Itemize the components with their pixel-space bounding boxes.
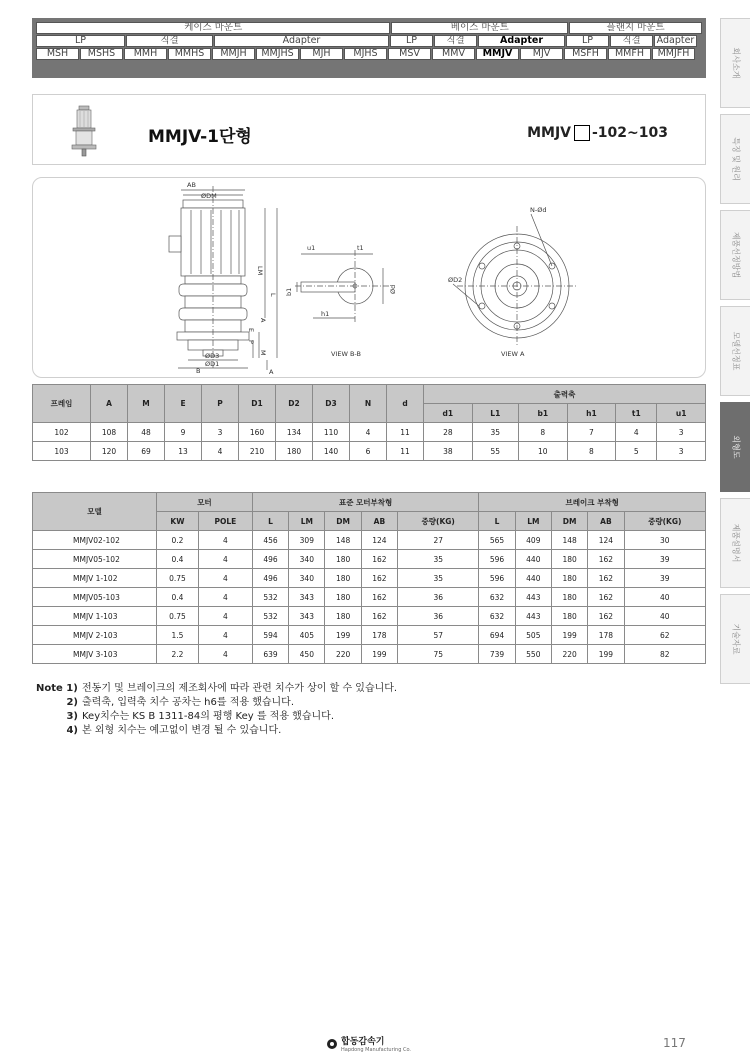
table-cell: 148 (325, 531, 361, 550)
label-view-a: VIEW A (501, 350, 525, 358)
table-cell: 8 (567, 442, 616, 461)
table-cell: 405 (289, 626, 325, 645)
column-header: DM (325, 512, 361, 531)
table-cell: 596 (479, 550, 515, 569)
table-cell: 4 (198, 550, 252, 569)
column-header: D1 (239, 385, 276, 423)
label-m: M (259, 350, 267, 356)
product-header (32, 94, 706, 165)
table-cell: 340 (289, 569, 325, 588)
label-u1: u1 (307, 244, 316, 252)
sidebar-tab[interactable] (720, 114, 750, 204)
sidebar-tab[interactable] (720, 402, 750, 492)
label-view-bb: VIEW B-B (331, 350, 361, 358)
label-a-arrow: A (269, 368, 274, 376)
column-header: u1 (657, 404, 706, 423)
nav-row3-item[interactable]: MSFH (564, 48, 607, 60)
table-cell: 532 (252, 607, 288, 626)
note-text: Key치수는 KS B 1311-84의 평행 Key 를 적용 했습니다. (82, 711, 334, 722)
table-cell: MMJV05-102 (33, 550, 157, 569)
table-cell: 108 (91, 423, 128, 442)
column-header: LM (515, 512, 551, 531)
brand-sub: Hapdong Manufacturing Co. (341, 1047, 412, 1053)
table-cell: 4 (198, 588, 252, 607)
table-cell: 443 (515, 607, 551, 626)
table-cell: 739 (479, 645, 515, 664)
dimension-drawing (32, 177, 706, 378)
label-p: P (247, 340, 255, 344)
table-cell: 550 (515, 645, 551, 664)
table-cell: 8 (518, 423, 567, 442)
table-cell: 39 (624, 569, 705, 588)
column-header: 중량(KG) (398, 512, 479, 531)
table-cell: 4 (198, 569, 252, 588)
table-cell: 35 (398, 569, 479, 588)
table-cell: 82 (624, 645, 705, 664)
nav-row3-item[interactable]: MJHS (344, 48, 387, 60)
label-ab: AB (187, 181, 196, 189)
table-cell: 103 (33, 442, 91, 461)
table-cell: 4 (198, 645, 252, 664)
label-b: B (196, 367, 201, 375)
section-view-bb (285, 244, 397, 358)
label-h1: h1 (321, 310, 330, 318)
table-cell: 10 (518, 442, 567, 461)
label-d3: ØD3 (205, 352, 220, 360)
table-row (33, 550, 706, 569)
table-cell: 199 (551, 626, 587, 645)
table-cell: MMJV 1-102 (33, 569, 157, 588)
table-cell: 639 (252, 645, 288, 664)
nav-row2-item[interactable]: LP (36, 35, 125, 47)
table-cell: 180 (551, 607, 587, 626)
column-header: A (91, 385, 128, 423)
gear-logo-icon (326, 1038, 338, 1050)
table-cell: 343 (289, 588, 325, 607)
nav-row-mount (36, 22, 703, 34)
table-cell: 4 (198, 531, 252, 550)
table-cell: 496 (252, 550, 288, 569)
drawing-svg (33, 178, 707, 379)
nav-row2-item[interactable]: Adapter (214, 35, 389, 47)
table-cell: 440 (515, 569, 551, 588)
label-d2: ØD2 (448, 276, 463, 284)
table-cell: 450 (289, 645, 325, 664)
sidebar-tab-label: 기술자료 (731, 623, 740, 655)
table-header-row (33, 385, 706, 404)
sidebar-tab-label: 외형도 (731, 435, 740, 459)
table-row (33, 531, 706, 550)
column-header: b1 (518, 404, 567, 423)
model-dimension-table (32, 492, 706, 664)
table-cell: 55 (472, 442, 518, 461)
table-cell: 199 (588, 645, 624, 664)
table-cell: 120 (91, 442, 128, 461)
side-view (169, 181, 277, 376)
column-header: AB (361, 512, 397, 531)
category-nav (32, 18, 706, 78)
table-cell: 632 (479, 607, 515, 626)
nav-row3-item[interactable]: MMHS (168, 48, 211, 60)
table-cell: 110 (313, 423, 350, 442)
table-cell: 220 (325, 645, 361, 664)
table-cell: 210 (239, 442, 276, 461)
sidebar-tab-label: 모델선정표 (731, 331, 740, 371)
table-cell: 102 (33, 423, 91, 442)
column-header: M (128, 385, 165, 423)
table-cell: 162 (588, 550, 624, 569)
sidebar-tab[interactable] (720, 210, 750, 300)
table-cell: 7 (567, 423, 616, 442)
column-header: d (387, 385, 424, 423)
note-key: 3) (66, 711, 78, 722)
table-cell: 594 (252, 626, 288, 645)
nav-row3-item[interactable]: MMFH (608, 48, 651, 60)
label-d1: ØD1 (205, 360, 220, 368)
note-key: Note 1) (36, 683, 78, 694)
table-cell: 35 (398, 550, 479, 569)
sidebar-tab[interactable] (720, 306, 750, 396)
flange-view-a (448, 206, 577, 358)
table-cell: 409 (515, 531, 551, 550)
table-cell: 69 (128, 442, 165, 461)
frame-dimension-table (32, 384, 706, 461)
nav-row3-item[interactable]: MMV (432, 48, 475, 60)
table-cell: 220 (551, 645, 587, 664)
label-d: Ød (389, 284, 397, 294)
table-cell: 178 (361, 626, 397, 645)
label-lm: LM (256, 266, 264, 276)
sidebar-tab-label: 제품선정방법 (731, 231, 740, 279)
column-header: E (165, 385, 202, 423)
column-group-header: 브레이크 부착형 (479, 493, 706, 512)
nav-row-type (36, 35, 703, 47)
nav-row-model (36, 48, 703, 60)
column-header: POLE (198, 512, 252, 531)
nav-row2-item[interactable]: 직결 (610, 35, 653, 47)
nav-row3-item[interactable]: MJH (300, 48, 343, 60)
column-header: P (202, 385, 239, 423)
table-cell: 309 (289, 531, 325, 550)
table-cell: MMJV02-102 (33, 531, 157, 550)
nav-row2-item[interactable]: Adapter (654, 35, 697, 47)
column-header: DM (551, 512, 587, 531)
nav-row2-item[interactable]: 직결 (126, 35, 213, 47)
table-cell: 40 (624, 588, 705, 607)
table-cell: 3 (657, 423, 706, 442)
table-cell: 162 (361, 607, 397, 626)
table-cell: 6 (350, 442, 387, 461)
column-header: L1 (472, 404, 518, 423)
nav-row2-item[interactable]: Adapter (478, 35, 565, 47)
table-cell: 2.2 (157, 645, 199, 664)
table-cell: 48 (128, 423, 165, 442)
table-cell: 11 (387, 423, 424, 442)
table-cell: 162 (588, 588, 624, 607)
table-cell: 180 (325, 569, 361, 588)
table-row (33, 607, 706, 626)
note-key: 2) (66, 697, 78, 708)
column-header: d1 (424, 404, 473, 423)
label-b1: b1 (285, 287, 293, 296)
column-header: N (350, 385, 387, 423)
footer-logo (326, 1034, 411, 1053)
table-cell: 0.4 (157, 550, 199, 569)
column-header: LM (289, 512, 325, 531)
column-header: L (252, 512, 288, 531)
column-header: D3 (313, 385, 350, 423)
table-cell: 456 (252, 531, 288, 550)
column-group-header: 표준 모터부착형 (252, 493, 479, 512)
table-cell: 4 (198, 626, 252, 645)
table-row (33, 588, 706, 607)
table-cell: 134 (276, 423, 313, 442)
column-header: h1 (567, 404, 616, 423)
column-header: L (479, 512, 515, 531)
label-l: L (269, 293, 277, 297)
table-cell: 632 (479, 588, 515, 607)
table-cell: 162 (361, 588, 397, 607)
table-cell: 36 (398, 588, 479, 607)
table-cell: 57 (398, 626, 479, 645)
label-e: E (247, 328, 255, 333)
note-item (36, 724, 397, 738)
table-cell: 124 (588, 531, 624, 550)
table-cell: 160 (239, 423, 276, 442)
table-cell: 140 (313, 442, 350, 461)
table-cell: 30 (624, 531, 705, 550)
note-text: 전동기 및 브레이크의 제조회사에 따라 관련 치수가 상이 할 수 있습니다. (82, 683, 398, 694)
column-header: t1 (616, 404, 657, 423)
table-cell: 27 (398, 531, 479, 550)
nav-row3-item[interactable]: MMJH (212, 48, 255, 60)
label-nd: N-Ød (530, 206, 547, 214)
table-cell: 4 (198, 607, 252, 626)
nav-row2-item[interactable]: LP (566, 35, 609, 47)
table-cell: 39 (624, 550, 705, 569)
table-cell: MMJV05-103 (33, 588, 157, 607)
table-cell: 75 (398, 645, 479, 664)
table-cell: 148 (551, 531, 587, 550)
table-cell: 199 (361, 645, 397, 664)
table-cell: 40 (624, 607, 705, 626)
table-cell: 340 (289, 550, 325, 569)
sidebar-tab[interactable] (720, 594, 750, 684)
table-cell: 180 (551, 588, 587, 607)
nav-row3-item[interactable]: MSV (388, 48, 431, 60)
nav-row3-item[interactable]: MSH (36, 48, 79, 60)
table-cell: 124 (361, 531, 397, 550)
table-cell: 62 (624, 626, 705, 645)
table-cell: 162 (361, 550, 397, 569)
column-header: D2 (276, 385, 313, 423)
table-cell: 162 (361, 569, 397, 588)
product-code (527, 125, 668, 141)
table-cell: 596 (479, 569, 515, 588)
column-header: 중량(KG) (624, 512, 705, 531)
nav-row1-item[interactable]: 케이스 마운트 (36, 22, 390, 34)
table-cell: 532 (252, 588, 288, 607)
table-cell: 199 (325, 626, 361, 645)
table-row (33, 626, 706, 645)
column-header: AB (588, 512, 624, 531)
notes (36, 682, 397, 738)
sidebar-tabs (720, 18, 750, 690)
table-cell: 162 (588, 569, 624, 588)
code-suffix: -102~103 (592, 125, 668, 141)
nav-row3-item[interactable]: MJV (520, 48, 563, 60)
nav-row1-item[interactable]: 플랜지 마운트 (569, 22, 702, 34)
column-header: 프레임 (33, 385, 91, 423)
nav-row3-item[interactable]: MMJFH (652, 48, 695, 60)
table-header-row (33, 493, 706, 512)
table-cell: 180 (551, 569, 587, 588)
table-cell: 3 (657, 442, 706, 461)
label-a: A (259, 318, 267, 323)
page-number: 117 (663, 1036, 686, 1050)
table-cell: 443 (515, 588, 551, 607)
table-cell: 5 (616, 442, 657, 461)
column-header: 모델 (33, 493, 157, 531)
sidebar-tab[interactable] (720, 18, 750, 108)
label-t1: t1 (357, 244, 364, 252)
table-cell: 0.4 (157, 588, 199, 607)
table-cell: 440 (515, 550, 551, 569)
brand-name: 합동감속기 (341, 1037, 385, 1047)
note-text: 출력축, 입력축 치수 공차는 h6를 적용 했습니다. (82, 697, 295, 708)
table-cell: 3 (202, 423, 239, 442)
table-cell: 36 (398, 607, 479, 626)
table-cell: 28 (424, 423, 473, 442)
nav-row3-item[interactable]: MMJV (476, 48, 519, 60)
table-cell: 180 (325, 550, 361, 569)
table-cell: 0.2 (157, 531, 199, 550)
table-cell: 0.75 (157, 607, 199, 626)
label-dm: ØDM (201, 192, 217, 200)
table-cell: MMJV 2-103 (33, 626, 157, 645)
table-cell: 9 (165, 423, 202, 442)
table-cell: 180 (325, 607, 361, 626)
sidebar-tab-label: 특징 및 원리 (731, 137, 740, 181)
note-item (36, 696, 397, 710)
sidebar-tab-label: 회사소개 (731, 47, 740, 79)
product-title: MMJV-1단형 (148, 127, 252, 147)
table-cell: 162 (588, 607, 624, 626)
table-cell: 0.75 (157, 569, 199, 588)
table-cell: 180 (551, 550, 587, 569)
code-placeholder-box (574, 125, 590, 141)
note-item (36, 682, 397, 696)
table-cell: 38 (424, 442, 473, 461)
table-row (33, 569, 706, 588)
table-cell: 178 (588, 626, 624, 645)
nav-row2-item[interactable]: 직결 (434, 35, 477, 47)
table-cell: MMJV 1-103 (33, 607, 157, 626)
table-row (33, 423, 706, 442)
nav-row3-item[interactable]: MMH (124, 48, 167, 60)
table-cell: 505 (515, 626, 551, 645)
column-header: KW (157, 512, 199, 531)
note-text: 본 외형 치수는 예고없이 변경 될 수 있습니다. (82, 725, 282, 736)
nav-row3-item[interactable]: MSHS (80, 48, 123, 60)
nav-row3-item[interactable]: MMJHS (256, 48, 299, 60)
table-cell: 4 (350, 423, 387, 442)
table-cell: 4 (202, 442, 239, 461)
table-row (33, 442, 706, 461)
note-key: 4) (66, 725, 78, 736)
table-cell: 180 (325, 588, 361, 607)
table-cell: 35 (472, 423, 518, 442)
table-cell: 565 (479, 531, 515, 550)
table-cell: 13 (165, 442, 202, 461)
table-cell: 496 (252, 569, 288, 588)
column-group-header: 출력축 (424, 385, 706, 404)
table-cell: 180 (276, 442, 313, 461)
code-prefix: MMJV (527, 125, 571, 141)
table-cell: 11 (387, 442, 424, 461)
motor-icon (69, 104, 99, 158)
note-item (36, 710, 397, 724)
nav-row2-item[interactable]: LP (390, 35, 433, 47)
nav-row1-item[interactable]: 베이스 마운트 (391, 22, 568, 34)
table-cell: 1.5 (157, 626, 199, 645)
table-cell: 343 (289, 607, 325, 626)
table-cell: 4 (616, 423, 657, 442)
table-cell: MMJV 3-103 (33, 645, 157, 664)
sidebar-tab[interactable] (720, 498, 750, 588)
table-cell: 694 (479, 626, 515, 645)
table-row (33, 645, 706, 664)
column-group-header: 모터 (157, 493, 253, 512)
sidebar-tab-label: 제품설명서 (731, 523, 740, 563)
